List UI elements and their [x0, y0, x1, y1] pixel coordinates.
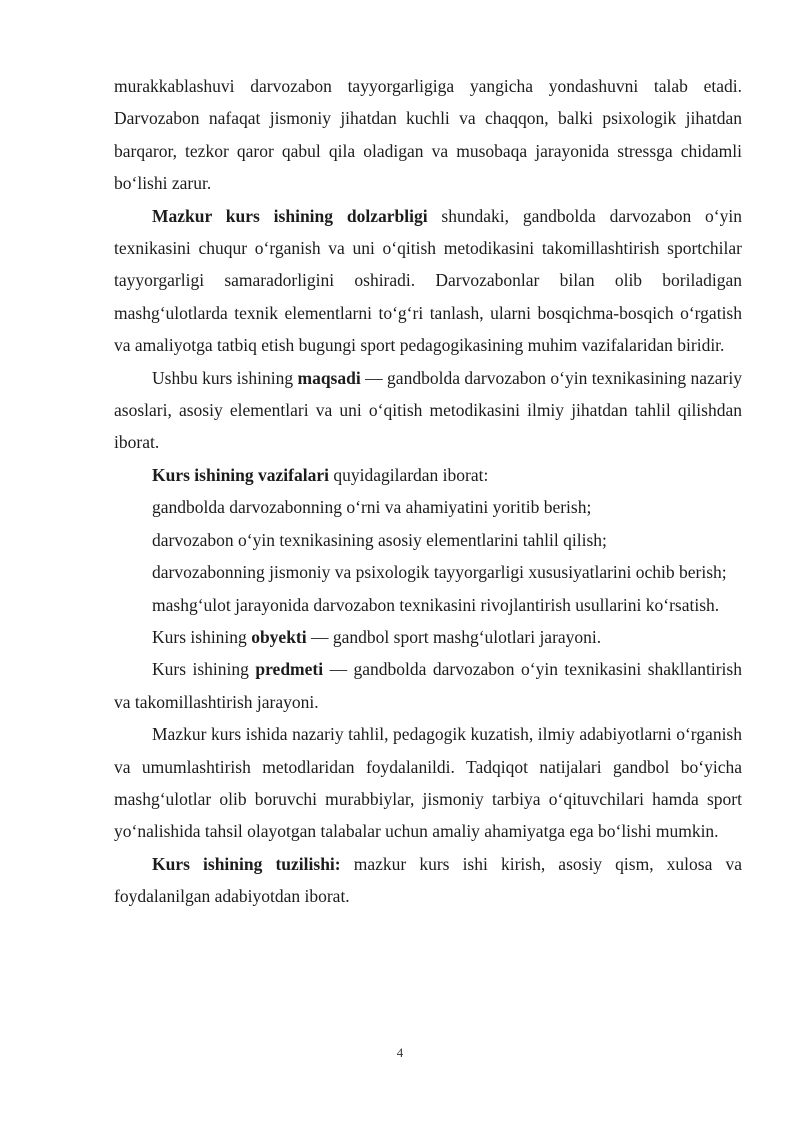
structure-text: mazkur kurs ishi kirish, asosiy qism, xulosa va foydalanilgan adabiyotdan iborat.: [114, 853, 742, 907]
task-item: gandbolda darvozabonning o‘rni va ahamiyatini yoritib berish;: [152, 497, 592, 518]
object-keyword: obyekti: [251, 626, 307, 647]
structure-heading: Kurs ishining tuzilishi:: [152, 853, 341, 874]
tasks-heading: Kurs ishining vazifalari: [152, 464, 329, 485]
paragraph-tasks-intro: [114, 459, 742, 491]
object-prefix: Kurs ishining: [152, 626, 252, 647]
goal-text: — gandbolda darvozabon o‘yin texnikasining nazariy asoslari, asosiy elementlari va uni o‘qitish metodikasini ilmiy jihatdan tahlil qilishdan iborat.: [114, 367, 742, 453]
goal-prefix: Ushbu kurs ishining: [152, 367, 298, 388]
page-number: 4: [396, 1045, 404, 1060]
paragraph-goal: [114, 362, 742, 459]
paragraph-intro-continuation: [114, 70, 742, 200]
paragraph-subject: [114, 653, 742, 718]
tasks-intro-text: quyidagilardan iborat:: [328, 464, 489, 485]
task-item: darvozabon o‘yin texnikasining asosiy elementlarini tahlil qilish;: [152, 529, 607, 550]
paragraph-relevance: [114, 200, 742, 362]
task-item: darvozabonning jismoniy va psixologik tayyorgarligi xususiyatlarini ochib berish;: [152, 562, 727, 583]
paragraph-methods: Mazkur kurs ishida nazariy tahlil, pedagogik kuzatish, ilmiy adabiyotlarni o‘rganish va umumlashtirish metodlaridan foydalanildi. Tadqiqot natijalari gandbol bo‘yicha mashg‘ulotlar olib boruvchi murabbiylar, jismoniy tarbiya o‘qituvchilari hamda sport yo‘nalishida tahsil olayotgan talabalar uchun amaliy ahamiyatga ega bo‘lishi mumkin.: [114, 724, 742, 842]
object-text: — gandbol sport mashg‘ulotlari jarayoni.: [306, 626, 602, 647]
subject-keyword: predmeti: [255, 659, 324, 680]
paragraph-object: [114, 621, 742, 653]
paragraph-structure: [114, 848, 742, 913]
paragraph-text: murakkablashuvi darvozabon tayyorgarligiga yangicha yondashuvni talab etadi. Darvozabon nafaqat jismoniy jihatdan kuchli va chaqqon, balki psixologik jihatdan barqaror, tezkor qaror qabul qila oladigan va musobaqa jarayonida stressga chidamli bo‘lishi zarur.: [114, 76, 742, 194]
relevance-text: shundaki, gandbolda darvozabon o‘yin texnikasini chuqur o‘rganish va uni o‘qitish metodikasini takomillashtirish sportchilar tayyorgarligi samaradorligini oshiradi. Darvozabonlar bilan olib boriladigan mashg‘ulotlarda texnik elementlarni to‘g‘ri tanlash, ularni bosqichma-bosqich o‘rgatish va amaliyotga tatbiq etish bugungi sport pedagogikasining muhim vazifalaridan biridir.: [114, 205, 742, 356]
relevance-heading: Mazkur kurs ishining dolzarbligi: [152, 205, 428, 226]
goal-keyword: maqsadi: [297, 367, 361, 388]
task-item: mashg‘ulot jarayonida darvozabon texnikasini rivojlantirish usullarini ko‘rsatish.: [152, 594, 720, 615]
subject-text: — gandbolda darvozabon o‘yin texnikasini shakllantirish va takomillashtirish jarayoni.: [114, 659, 742, 712]
page-body: [114, 70, 742, 913]
subject-prefix: Kurs ishining: [152, 659, 256, 680]
